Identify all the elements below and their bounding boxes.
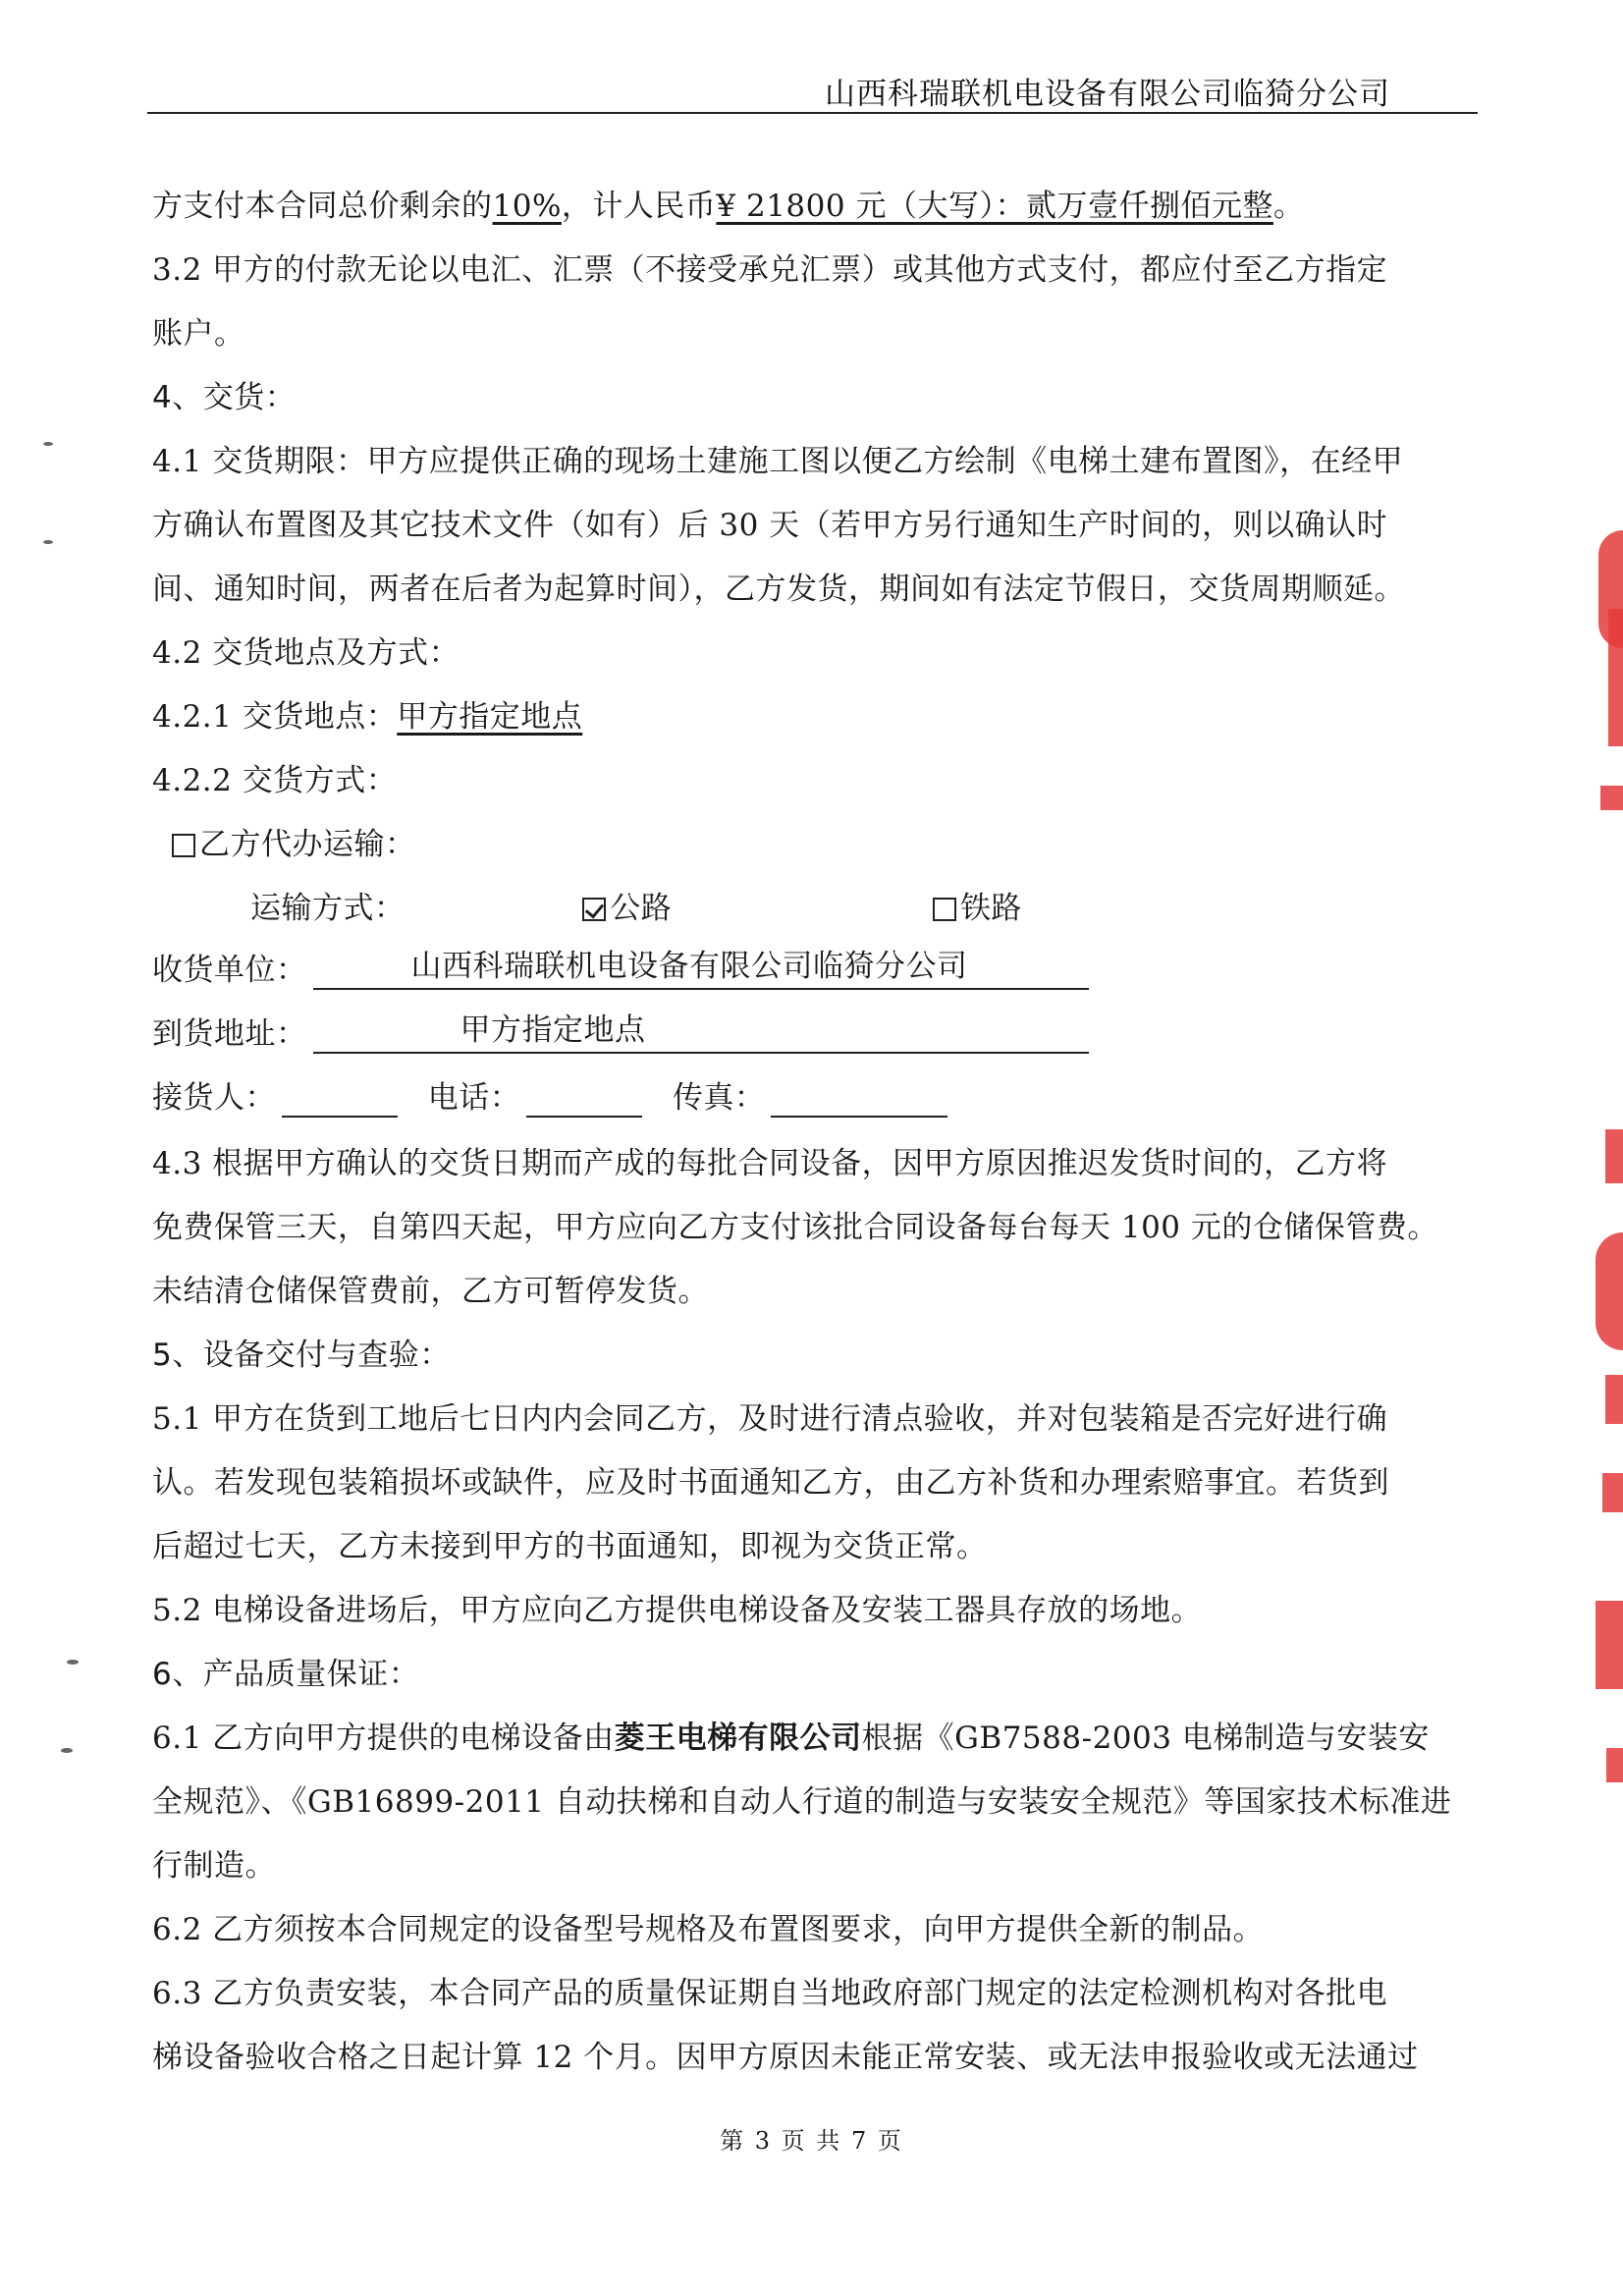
paragraph-line: 6.3 乙方负责安装，本合同产品的质量保证期自当地政府部门规定的法定检测机构对各批电	[152, 1976, 1388, 2011]
paragraph-line: 梯设备验收合格之日起计算 12 个月。因甲方原因未能正常安装、或无法申报验收或无法通过	[152, 2040, 1419, 2075]
text: 。	[1272, 189, 1305, 224]
scan-speck	[43, 442, 53, 446]
text: 到货地址：	[152, 1016, 307, 1052]
text: 接货人：	[152, 1080, 276, 1116]
seal-fragment	[1600, 786, 1623, 810]
payment-percent: 10%	[492, 189, 562, 224]
agent-transport-checkbox[interactable]	[172, 834, 195, 857]
text: 运输方式：	[250, 891, 406, 926]
paragraph-line: 账户。	[152, 316, 245, 352]
text: 传真：	[672, 1080, 766, 1116]
consignee-row	[152, 951, 1089, 990]
paragraph-line	[152, 187, 1304, 226]
seal-fragment	[1602, 1473, 1623, 1512]
road-checkbox[interactable]	[582, 898, 606, 921]
paragraph-line: 间、通知时间，两者在后者为起算时间），乙方发货，期间如有法定节假日，交货周期顺延。	[152, 572, 1405, 607]
arrival-address-value: 甲方指定地点	[460, 1012, 646, 1048]
paragraph-line: 6.2 乙方须按本合同规定的设备型号规格及布置图要求，向甲方提供全新的制品。	[152, 1912, 1265, 1947]
consignee-value: 山西科瑞联机电设备有限公司临猗分公司	[410, 949, 968, 984]
paragraph-line: 4.2 交货地点及方式：	[152, 635, 460, 671]
scan-speck	[61, 1748, 73, 1753]
seal-fragment	[1608, 609, 1623, 746]
seal-fragment	[1606, 1748, 1623, 1782]
section-heading: 5、设备交付与查验：	[152, 1338, 451, 1373]
paragraph-line: 全规范》、《GB16899-2011 自动扶梯和自动人行道的制造与安装安全规范》等国家技术标准进	[152, 1784, 1452, 1820]
agent-transport-option	[172, 825, 416, 864]
transport-mode-row	[250, 889, 1022, 928]
paragraph-line: 4.3 根据甲方确认的交货日期而产成的每批合同设备，因甲方原因推迟发货时间的，乙方将	[152, 1146, 1388, 1181]
seal-fragment	[1596, 1601, 1623, 1689]
header-company-name: 山西科瑞联机电设备有限公司临猗分公司	[825, 77, 1390, 112]
text: 6.1 乙方向甲方提供的电梯设备由	[152, 1721, 615, 1756]
receiver-field	[282, 1084, 398, 1118]
paragraph-line: 4.2.2 交货方式：	[152, 763, 398, 798]
text: ，计人民币	[561, 189, 717, 224]
text: 4.2.1 交货地点：	[152, 699, 398, 735]
paragraph-line: 5.1 甲方在货到工地后七日内内会同乙方，及时进行清点验收，并对包装箱是否完好进行确	[152, 1401, 1388, 1437]
payment-amount: ¥ 21800 元（大写）：贰万壹仟捌佰元整	[716, 189, 1273, 224]
text: 铁路	[959, 891, 1022, 926]
section-heading: 6、产品质量保证：	[152, 1657, 420, 1692]
scan-speck	[67, 1660, 79, 1665]
header-rule	[147, 112, 1478, 114]
paragraph-line: 未结清仓储保管费前，乙方可暂停发货。	[152, 1274, 709, 1309]
text: 公路	[610, 891, 673, 926]
consignee-field	[313, 949, 1089, 990]
text: 电话：	[427, 1080, 521, 1116]
rail-checkbox[interactable]	[933, 898, 956, 921]
paragraph-line: 方确认布置图及其它技术文件（如有）后 30 天（若甲方另行通知生产时间的，则以确认时	[152, 508, 1388, 543]
paragraph-line: 免费保管三天，自第四天起，甲方应向乙方支付该批合同设备每台每天 100 元的仓储保管费。	[152, 1210, 1438, 1245]
text: 乙方代办运输：	[199, 827, 416, 862]
phone-field	[526, 1084, 642, 1118]
paragraph-line	[152, 697, 582, 737]
arrival-address-row	[152, 1014, 1089, 1054]
paragraph-line: 认。若发现包装箱损坏或缺件，应及时书面通知乙方，由乙方补货和办理索赔事宜。若货到	[152, 1465, 1389, 1501]
page-number: 第 3 页 共 7 页	[720, 2127, 903, 2155]
section-heading: 4、交货：	[152, 380, 297, 415]
seal-fragment	[1605, 1375, 1623, 1424]
manufacturer-name: 菱王电梯有限公司	[614, 1721, 862, 1756]
text: 根据《GB7588-2003 电梯制造与安装安	[861, 1721, 1430, 1756]
paragraph-line	[152, 1719, 1430, 1758]
text: 收货单位：	[152, 953, 307, 988]
fax-field	[771, 1084, 947, 1118]
paragraph-line: 后超过七天，乙方未接到甲方的书面通知，即视为交货正常。	[152, 1529, 988, 1564]
seal-fragment	[1596, 1232, 1623, 1350]
paragraph-line: 3.2 甲方的付款无论以电汇、汇票（不接受承兑汇票）或其他方式支付，都应付至乙方指定	[152, 252, 1388, 288]
paragraph-line: 5.2 电梯设备进场后，甲方应向乙方提供电梯设备及安装工器具存放的场地。	[152, 1593, 1203, 1628]
paragraph-line: 4.1 交货期限：甲方应提供正确的现场土建施工图以便乙方绘制《电梯土建布置图》，在经甲	[152, 444, 1404, 479]
text: 方支付本合同总价剩余的	[152, 189, 493, 224]
paragraph-line: 行制造。	[152, 1848, 276, 1884]
delivery-location: 甲方指定地点	[397, 699, 583, 735]
seal-fragment	[1605, 1129, 1623, 1183]
scan-speck	[43, 540, 53, 544]
arrival-address-field	[313, 1012, 1089, 1054]
receiver-row	[152, 1078, 947, 1118]
